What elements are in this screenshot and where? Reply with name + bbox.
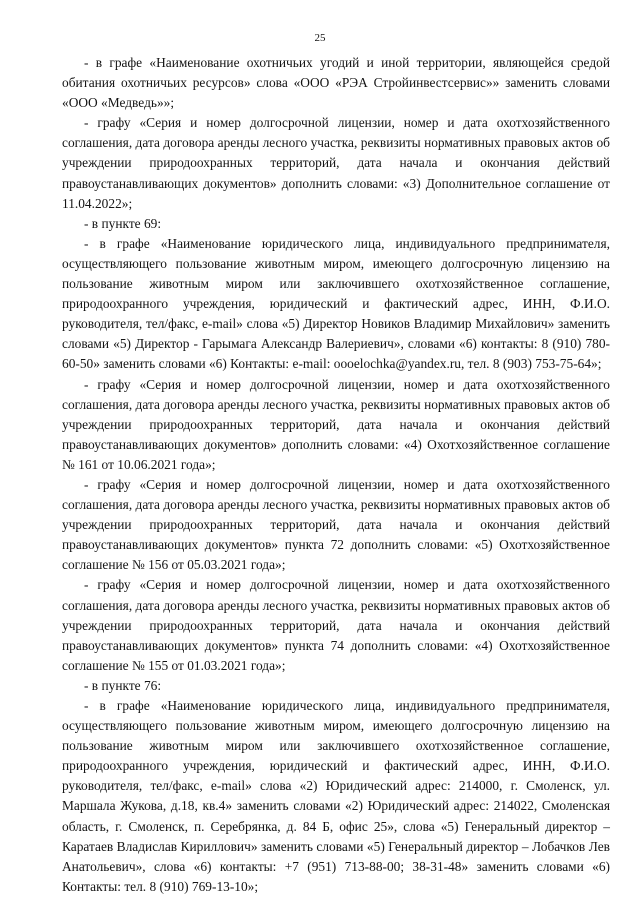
paragraph: - графу «Серия и номер долгосрочной лицензии, номер и дата охотхозяйственного соглашения, дата договора аренды лесного участка, реквизиты нормативных правовых актов об учреждении природоохранных территорий, дата начала и окончания действий правоустанавливающих документов» дополнить словами: «3) Дополнительное соглашение от 11.04.2022»; (62, 115, 610, 211)
paragraph: - в пункте 69: (84, 215, 162, 231)
paragraph: - в пункте 76: (84, 677, 162, 693)
paragraph: - в графе «Наименование охотничьих угодий и иной территории, являющейся средой обитания охотничьих ресурсов» слова «ООО «РЭА Стройинвестсервис»» заменить словами «ООО «Медведь»»; (62, 55, 610, 111)
paragraph: - в графе «Наименование юридического лица, индивидуального предпринимателя, осуществляющего пользование животным миром, имеющего долгосрочную лицензию на пользование животным миром или заключившего охотхозяйственное соглашение, природоохранного учреждения, юридический и фактический адрес, ИНН, Ф.И.О. руководителя, тел/факс, e-mail» слова «2) Юридический адрес: 214000, г. Смоленск, ул. Маршала Жукова, д.18, кв.4» заменить словами «2) Юридический адрес: 214022, Смоленская область, г. Смоленск, п. Серебрянка, д. 84 Б, офис 25», слова «5) Генеральный директор – Каратаев Владислав Кириллович» заменить словами «5) Генеральный директор – Лобачков Лев Анатольевич», слова «6) контакты: +7 (951) 713-88-00; 38-31-48» заменить словами «6) Контакты: тел. 8 (910) 769-13-10»; (62, 698, 610, 894)
paragraph: - графу «Серия и номер долгосрочной лицензии, номер и дата охотхозяйственного соглашения, дата договора аренды лесного участка, реквизиты нормативных правовых актов об учреждении природоохранных территорий, дата начала и окончания действий правоустанавливающих документов» пункта 72 дополнить словами: «5) Охотхозяйственное соглашение № 156 от 05.03.2021 года»; (62, 476, 610, 573)
paragraph: - графу «Серия и номер долгосрочной лицензии, номер и дата охотхозяйственного соглашения, дата договора аренды лесного участка, реквизиты нормативных правовых актов об учреждении природоохранных территорий, дата начала и окончания действий правоустанавливающих документов» пункта 74 дополнить словами: «4) Охотхозяйственное соглашение № 155 от 01.03.2021 года»; (62, 577, 610, 673)
paragraph: - графу «Серия и номер долгосрочной лицензии, номер и дата охотхозяйственного соглашения, дата договора аренды лесного участка, реквизиты нормативных правовых актов об учреждении природоохранных территорий, дата начала и окончания действий правоустанавливающих документов» дополнить словами: «4) Охотхозяйственное соглашение № 161 от 10.06.2021 года»; (62, 376, 610, 472)
paragraph: - в графе «Наименование юридического лица, индивидуального предпринимателя, осуществляющего пользование животным миром, имеющего долгосрочную лицензию на пользование животным миром или заключившего охотхозяйственное соглашение, природоохранного учреждения, юридический и фактический адрес, ИНН, Ф.И.О. руководителя, тел/факс, e-mail» слова «5) Директор Новиков Владимир Михайлович» заменить словами «5) Директор - Гарымага Александр Валериевич», словами «6) контакты: 8 (910) 780-60-50» заменить словами «6) Контакты: e-mail: oooelochka@yandex.ru, тел. 8 (903) 753-75-64»; (62, 235, 610, 372)
page-number: 25 (314, 32, 326, 44)
document-body (62, 53, 610, 897)
